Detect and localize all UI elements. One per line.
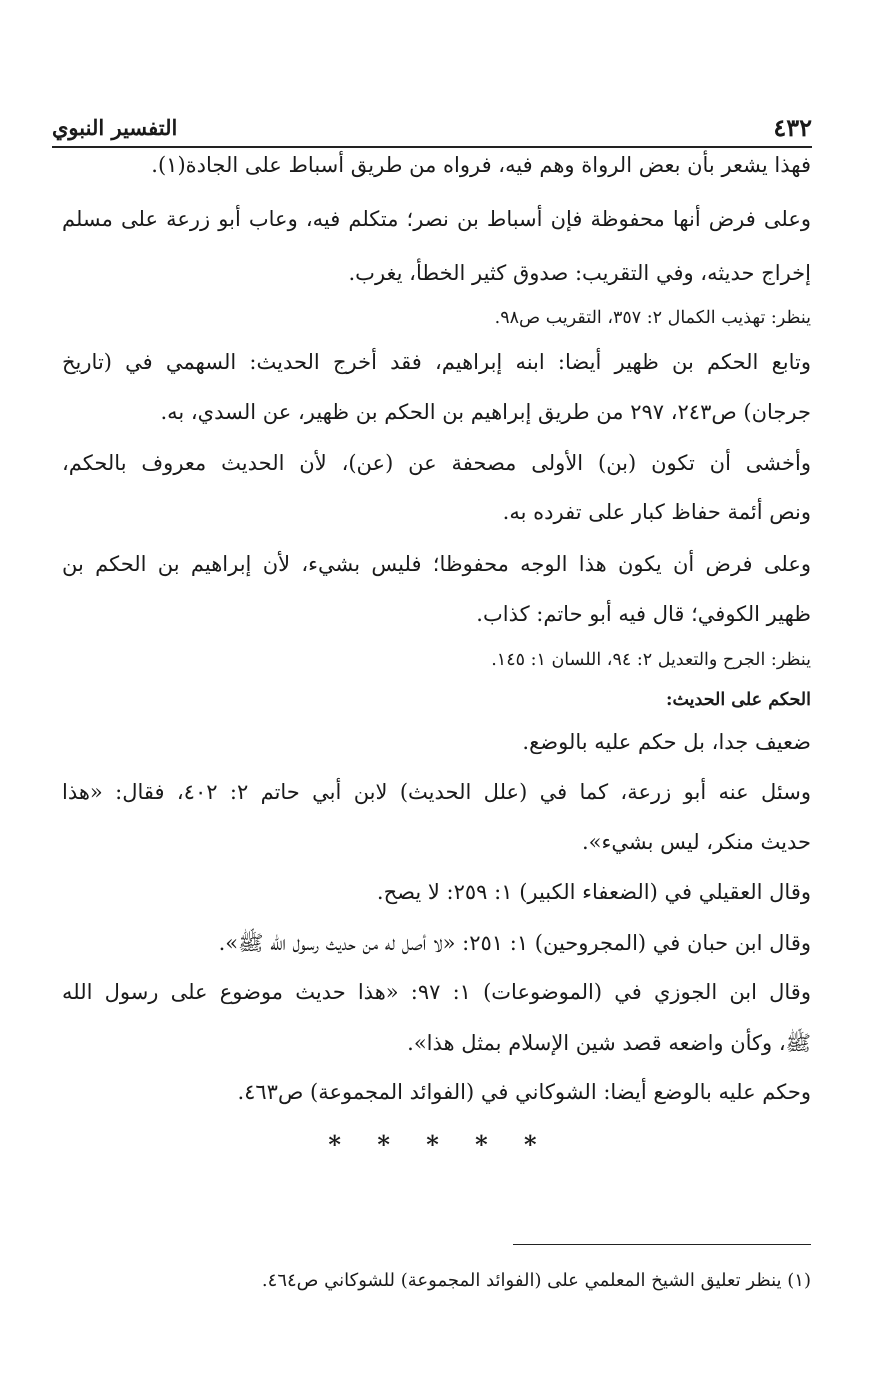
text-line: ﷺ، وكأن واضعه قصد شين الإسلام بمثل هذا». — [407, 1031, 811, 1055]
text-line: ونص أئمة حفاظ كبار على تفرده به. — [502, 500, 811, 524]
text-line: وسئل عنه أبو زرعة، كما في (علل الحديث) لابن أبي حاتم ٢: ٤٠٢، فقال: «هذا — [62, 780, 811, 804]
page-number: ٤٣٢ — [773, 112, 812, 142]
text-line: حديث منكر، ليس بشيء». — [581, 830, 811, 854]
text-line: وقال العقيلي في (الضعفاء الكبير) ١: ٢٥٩: لا يصح. — [376, 880, 811, 904]
text-line: وتابع الحكم بن ظهير أيضا: ابنه إبراهيم، فقد أخرج الحديث: السهمي في (تاريخ — [62, 350, 811, 374]
text-line: وقال ابن حبان في (المجروحين) ١: ٢٥١: «لا أصل له من حديث رسول الله ﷺ». — [218, 931, 811, 955]
footnote-rule — [513, 1244, 811, 1245]
text-line: جرجان) ص٢٤٣، ٢٩٧ من طريق إبراهيم بن الحكم بن ظهير، عن السدي، به. — [160, 400, 811, 424]
text-line: ينظر: الجرح والتعديل ٢: ٩٤، اللسان ١: ١٤٥. — [491, 650, 811, 670]
text-line: ضعيف جدا، بل حكم عليه بالوضع. — [522, 730, 811, 754]
running-title: التفسير النبوي — [52, 114, 178, 140]
text-line: الحكم على الحديث: — [666, 690, 811, 710]
text-line: وعلى فرض أن يكون هذا الوجه محفوظا؛ فليس بشيء، لأن إبراهيم بن الحكم بن — [62, 552, 811, 576]
text-line: إخراج حديثه، وفي التقريب: صدوق كثير الخطأ، يغرب. — [348, 261, 811, 285]
text-line: ينظر: تهذيب الكمال ٢: ٣٥٧، التقريب ص٩٨. — [494, 308, 811, 328]
text-line: وأخشى أن تكون (بن) الأولى مصحفة عن (عن)، لأن الحديث معروف بالحكم، — [62, 451, 811, 475]
text-line: وعلى فرض أنها محفوظة فإن أسباط بن نصر؛ متكلم فيه، وعاب أبو زرعة على مسلم — [62, 207, 811, 231]
text-line: ظهير الكوفي؛ قال فيه أبو حاتم: كذاب. — [476, 602, 811, 626]
footnote: (١) ينظر تعليق الشيخ المعلمي على (الفوائد المجموعة) للشوكاني ص٤٦٤. — [261, 1270, 811, 1291]
page-header — [52, 108, 812, 148]
text-line: وحكم عليه بالوضع أيضا: الشوكاني في (الفوائد المجموعة) ص٤٦٣. — [237, 1080, 811, 1104]
text-line: فهذا يشعر بأن بعض الرواة وهم فيه، فرواه من طريق أسباط على الجادة(١). — [151, 153, 811, 177]
section-separator: * * * * * — [328, 1130, 551, 1159]
text-line: وقال ابن الجوزي في (الموضوعات) ١: ٩٧: «هذا حديث موضوع على رسول الله — [62, 980, 811, 1004]
